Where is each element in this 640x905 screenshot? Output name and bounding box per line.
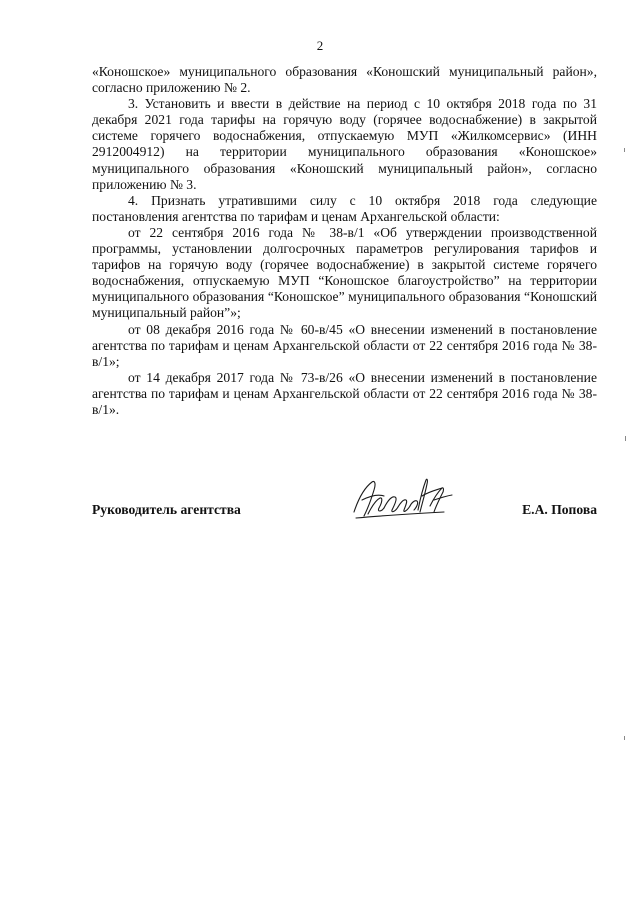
scan-margin-mark-top	[624, 148, 625, 152]
handwritten-signature	[348, 470, 458, 528]
document-body	[92, 64, 597, 418]
paragraph-repealed-decree-3: от 14 декабря 2017 года № 73-в/26 «О внесении изменений в постановление агентства по тарифам и ценам Архангельской области от 22 сентября 2016 года № 38-в/1».	[92, 369, 597, 417]
paragraph-item-3: 3. Установить и ввести в действие на период с 10 октября 2018 года по 31 декабря 2021 года тарифы на горячую воду (горячее водоснабжение) в закрытой системе горячего водоснабжения, отпускаемую МУП «Жилкомсервис» (ИНН 2912004912) на территории муниципального образования «Коношское» муниципального образования «Коношский муниципальный район», согласно приложению № 3.	[92, 96, 597, 192]
scan-margin-mark-bottom	[624, 736, 625, 740]
paragraph-repealed-decree-1: от 22 сентября 2016 года № 38-в/1 «Об утверждении производственной программы, установлении долгосрочных параметров регулирования тарифов и тарифов на горячую воду (горячее водоснабжение) в закрытой системе горячего водоснабжения, отпускаемую МУП “Коношское благоустройство” на территории муниципального образования “Коношское” муниципального образования “Коношский муниципальный район”»;	[92, 224, 597, 321]
page-number: 2	[316, 38, 324, 53]
signer-name: Е.А. Попова	[522, 502, 597, 517]
scan-margin-mark-middle	[625, 436, 626, 441]
paragraph-item-4: 4. Признать утратившими силу с 10 октября 2018 года следующие постановления агентства по тарифам и ценам Архангельской области:	[92, 192, 597, 224]
paragraph-continuation: «Коношское» муниципального образования «Коношский муниципальный район», согласно приложению № 2.	[92, 64, 597, 96]
signer-title: Руководитель агентства	[92, 502, 241, 517]
paragraph-repealed-decree-2: от 08 декабря 2016 года № 60-в/45 «О внесении изменений в постановление агентства по тарифам и ценам Архангельской области от 22 сентября 2016 года № 38-в/1»;	[92, 321, 597, 369]
signature-block	[92, 502, 597, 522]
